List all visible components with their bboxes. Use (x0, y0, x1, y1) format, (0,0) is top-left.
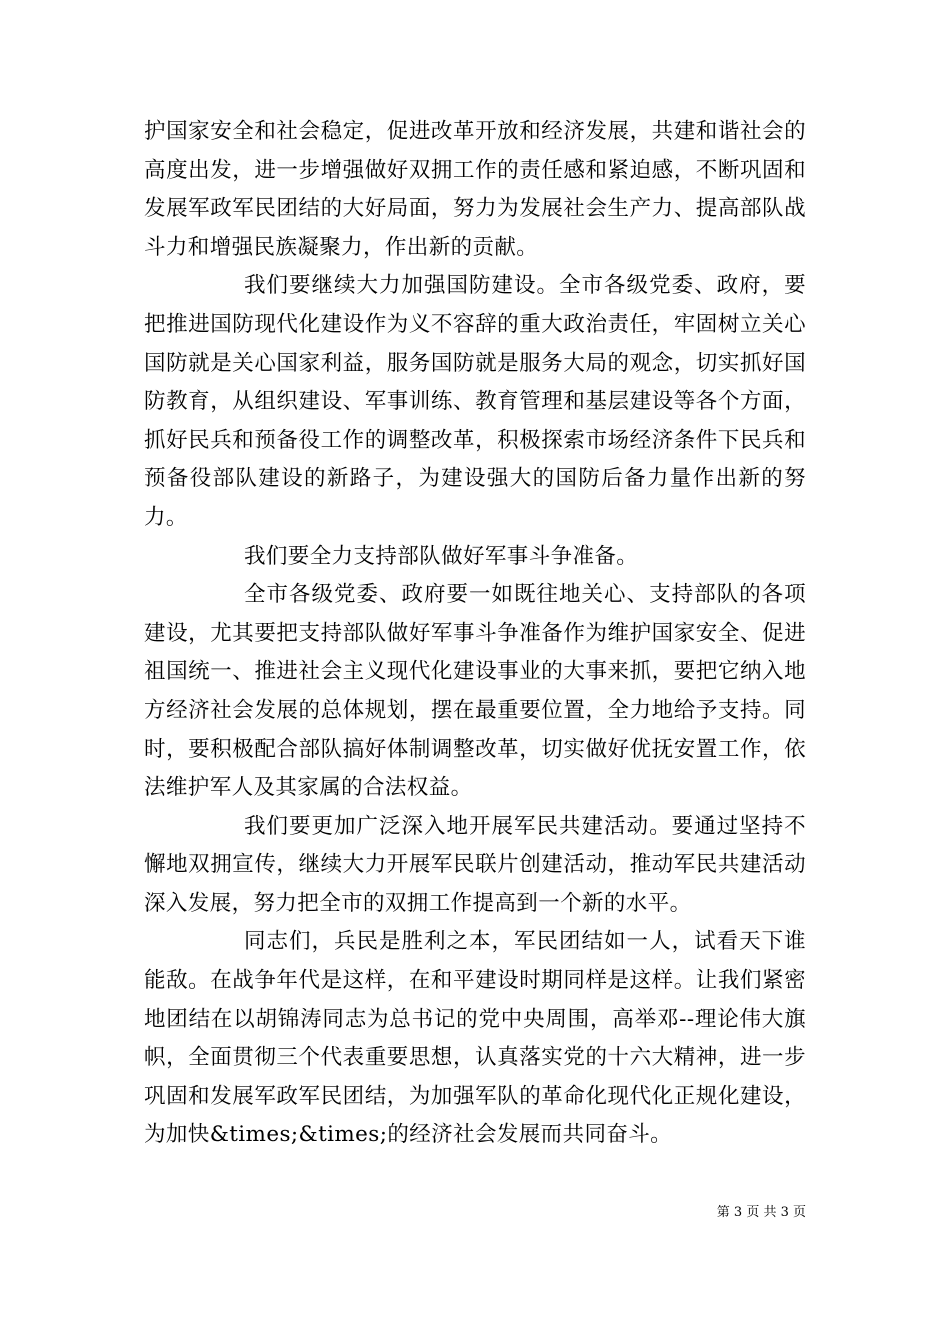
paragraph-5: 我们要更加广泛深入地开展军民共建活动。要通过坚持不懈地双拥宣传，继续大力开展军民联片创建活动，推动军民共建活动深入发展，努力把全市的双拥工作提高到一个新的水平。 (144, 813, 806, 916)
paragraph-6: 同志们，兵民是胜利之本，军民团结如一人，试看天下谁能敌。在战争年代是这样，在和平建设时期同样是这样。让我们紧密地团结在以胡锦涛同志为总书记的党中央周围，高举邓--理论伟大旗帜，全面贯彻三个代表重要思想，认真落实党的十六大精神，进一步巩固和发展军政军民团结，为加强军队的革命化现代化正规化建设，为加快&times;&times;的经济社会发展而共同奋斗。 (144, 929, 806, 1148)
paragraph-4: 全市各级党委、政府要一如既往地关心、支持部队的各项建设，尤其要把支持部队做好军事斗争准备作为维护国家安全、促进祖国统一、推进社会主义现代化建设事业的大事来抓，要把它纳入地方经济社会发展的总体规划，摆在最重要位置，全力地给予支持。同时，要积极配合部队搞好体制调整改革，切实做好优抚安置工作，依法维护军人及其家属的合法权益。 (144, 582, 806, 801)
document-body (144, 113, 806, 1155)
paragraph-3: 我们要全力支持部队做好军事斗争准备。 (244, 543, 639, 569)
page-number-footer: 第 3 页 共 3 页 (716, 1205, 806, 1220)
paragraph-2: 我们要继续大力加强国防建设。全市各级党委、政府，要把推进国防现代化建设作为义不容辞的重大政治责任，牢固树立关心国防就是关心国家利益，服务国防就是服务大局的观念，切实抓好国防教育，从组织建设、军事训练、教育管理和基层建设等各个方面，抓好民兵和预备役工作的调整改革，积极探索市场经济条件下民兵和预备役部队建设的新路子，为建设强大的国防后备力量作出新的努力。 (144, 273, 806, 530)
paragraph-1: 护国家安全和社会稳定，促进改革开放和经济发展，共建和谐社会的高度出发，进一步增强做好双拥工作的责任感和紧迫感，不断巩固和发展军政军民团结的大好局面，努力为发展社会生产力、提高部队战斗力和增强民族凝聚力，作出新的贡献。 (144, 119, 806, 260)
